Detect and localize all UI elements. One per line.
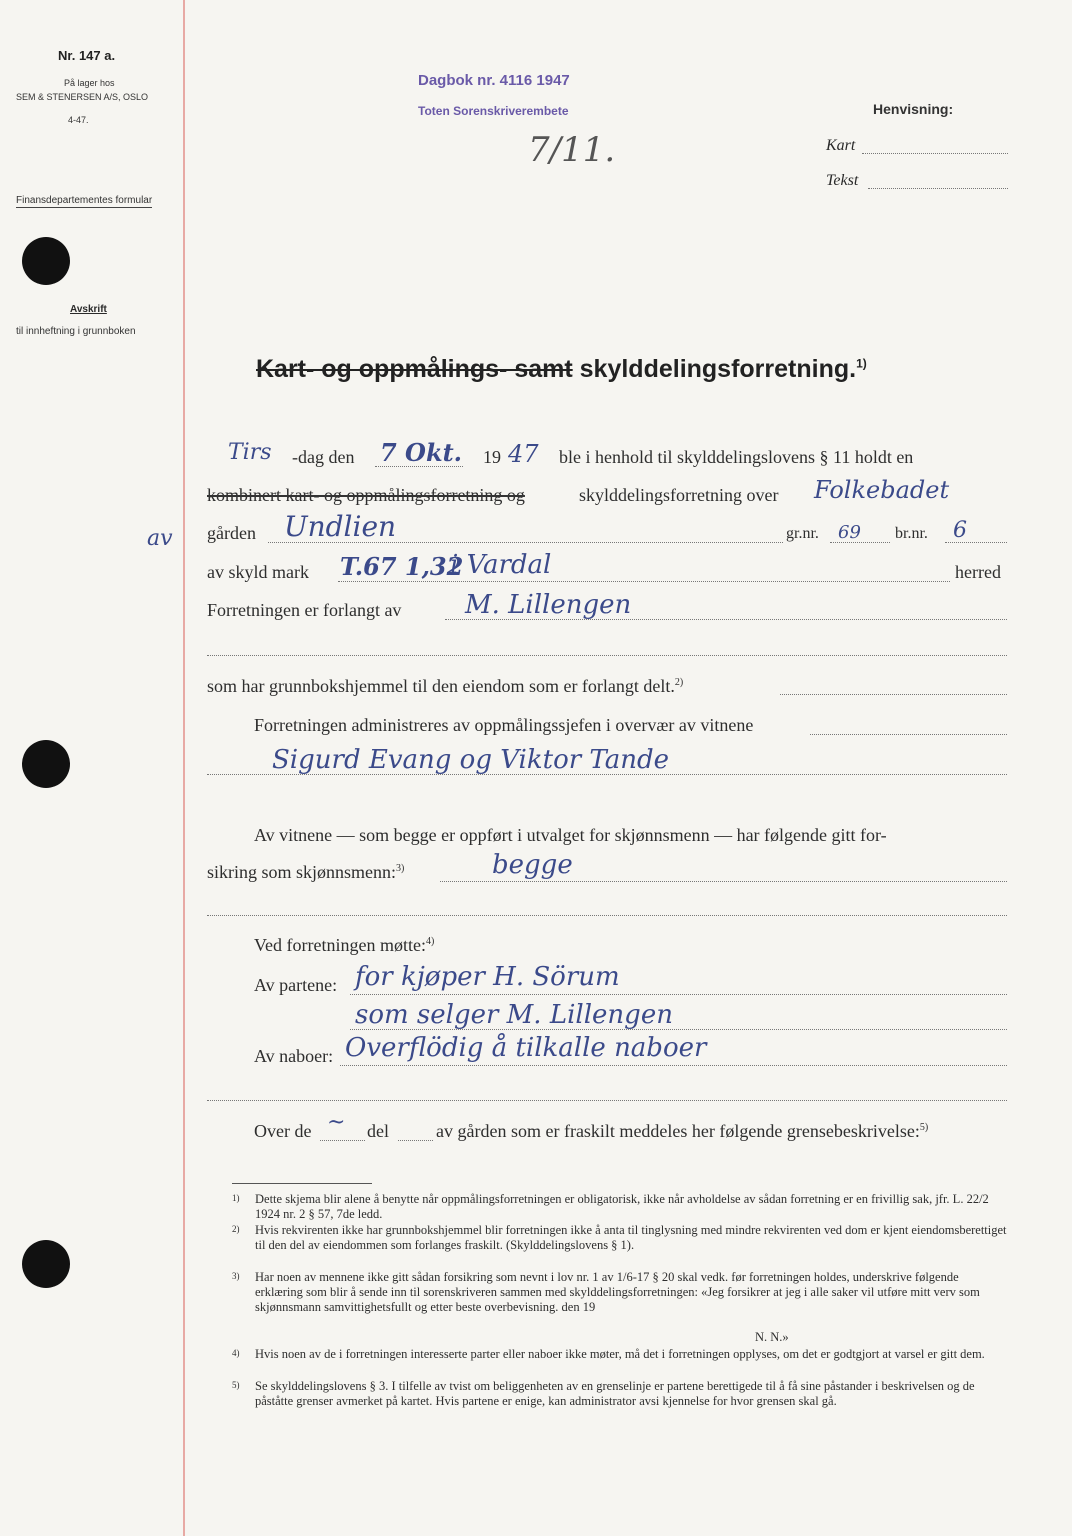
punch-hole-top — [22, 237, 70, 285]
hand-year: 47 — [508, 440, 539, 468]
publisher-line1: På lager hos — [64, 78, 115, 88]
footnote-1: Dette skjema blir alene å benytte når oppmålingsforretningen er obligatorisk, ikke når avholdelse av sådan forretning er en frivillig sak, jfr. L. 22/2 1924 nr. 2 § 57, 7de ledd. — [255, 1192, 989, 1221]
footnote-2: Hvis rekvirenten ikke har grunnbokshjemmel blir forretningen ikke å anta til tinglysning med mindre rekvirenten ved dom er kjent eiendomsberettiget til den del av eiendommen som forlanges fraskilt. (Skylddelingslovens § 1). — [255, 1223, 1007, 1252]
line15-text — [436, 1121, 928, 1142]
line12-label: Av partene: — [254, 975, 338, 995]
line1-dag-den: -dag den — [292, 447, 355, 467]
line2-struck: kombinert kart- og oppmålingsforretning og — [207, 485, 525, 505]
hand-both: begge — [492, 850, 573, 880]
hand-dash: ~ — [327, 1110, 346, 1135]
grnr-value: 69 — [838, 522, 861, 543]
grnr-label: gr.nr. — [786, 525, 819, 542]
line10-mark: 3) — [396, 863, 405, 874]
footnote-3-signature: N. N.» — [755, 1330, 789, 1344]
ministry-form-label: Finansdepartementes formular — [16, 195, 153, 206]
footnote-4: Hvis noen av de i forretningen interesserte parter eller naboer ikke møter, må det i forretningen opplyses, om det er godtgjort at varsel er gitt dem. — [255, 1347, 985, 1361]
line10-text — [207, 862, 404, 883]
hand-neighbours: Overflödig å tilkalle naboer — [345, 1033, 707, 1063]
line10-label: sikring som skjønnsmenn: — [207, 862, 397, 882]
hand-date: 7 Okt. — [380, 438, 463, 467]
line4-label: av skyld mark — [207, 562, 309, 582]
hand-skyld: T.67 1,32 — [340, 552, 464, 581]
line1-year-print: 19 — [483, 447, 501, 467]
footnote-1-num: 1) — [232, 1193, 240, 1203]
copy-label: Avskrift — [70, 304, 107, 315]
punch-hole-bottom — [22, 1240, 70, 1288]
title-footnote-mark: 1) — [856, 356, 867, 371]
print-date: 4-47. — [68, 115, 89, 125]
stamp-line1: Dagbok nr. 4116 1947 — [418, 72, 570, 89]
line11-mark: 4) — [425, 936, 435, 947]
line15-label: Over de — [254, 1121, 312, 1141]
reference-map-label: Kart — [826, 137, 856, 154]
reference-heading: Henvisning: — [873, 101, 954, 117]
copy-purpose: til innheftning i grunnboken — [16, 326, 136, 337]
brnr-label: br.nr. — [895, 525, 928, 542]
line7-text: Forretningen administreres av oppmålingssjefen i overvær av vitnene — [254, 715, 754, 735]
line15-mark: 5) — [919, 1122, 929, 1133]
line6-sentence: som har grunnbokshjemmel til den eiendom som er forlangt delt. — [207, 676, 675, 696]
hand-margin-note: av — [147, 526, 173, 551]
footnote-3-num: 3) — [232, 1271, 240, 1281]
line11-label: Ved forretningen møtte: — [254, 935, 426, 955]
punch-hole-middle — [22, 740, 70, 788]
hand-requester: M. Lillengen — [465, 590, 632, 620]
hand-weekday: Tirs — [228, 440, 272, 465]
line14-label: Av naboer: — [254, 1046, 334, 1066]
stamp-line2: Toten Sorenskriverembete — [418, 104, 569, 118]
hand-municipality: i Vardal — [450, 550, 552, 580]
title-struck-part: Kart- og oppmålings- samt — [256, 355, 573, 383]
document-title — [256, 355, 867, 384]
line9-text: Av vitnene — som begge er oppført i utvalget for skjønnsmenn — har følgende gitt for- — [254, 825, 887, 845]
title-main: skylddelingsforretning. — [579, 355, 857, 383]
publisher-line2: SEM & STENERSEN A/S, OSLO — [16, 92, 149, 102]
line3-garden: gården — [207, 523, 256, 543]
line6-text — [207, 676, 683, 697]
margin-rule — [183, 0, 185, 1536]
reference-text-label: Tekst — [826, 172, 859, 189]
footnote-5: Se skylddelingslovens § 3. I tilfelle av tvist om beliggenheten av en grenselinje er partene berettigede til å få sine påstander i beskrivelsen og de påståtte grenser avmerket på kartet. Hvis partene er enige, kan administrator avsi kjennelse for hvor grensen skal gå. — [255, 1379, 975, 1408]
hand-buyer: for kjøper H. Sörum — [355, 962, 620, 992]
line5-label: Forretningen er forlangt av — [207, 600, 402, 620]
line4-herred: herred — [955, 562, 1001, 582]
stamp-handwritten-date: 7/11. — [528, 130, 616, 170]
line1-text: ble i henhold til skylddelingslovens § 11 holdt en — [559, 447, 914, 467]
hand-property-name: Folkebadet — [814, 476, 950, 504]
footnote-2-num: 2) — [232, 1224, 240, 1234]
brnr-value: 6 — [953, 518, 967, 543]
hand-farm-name: Undlien — [284, 510, 397, 543]
hand-seller: som selger M. Lillengen — [355, 1000, 673, 1030]
footnote-4-num: 4) — [232, 1348, 240, 1358]
line2-text: skylddelingsforretning over — [579, 485, 779, 505]
line11-text — [254, 935, 434, 956]
line15-del: del — [367, 1121, 389, 1141]
form-number: Nr. 147 a. — [58, 48, 116, 63]
footnote-separator — [232, 1183, 372, 1184]
hand-witnesses: Sigurd Evang og Viktor Tande — [272, 745, 670, 775]
line6-mark: 2) — [674, 677, 684, 688]
footnote-5-num: 5) — [232, 1380, 240, 1390]
line15-sentence: av gården som er fraskilt meddeles her følgende grensebeskrivelse: — [436, 1121, 920, 1141]
footnote-3: Har noen av mennene ikke gitt sådan forsikring som nevnt i lov nr. 1 av 1/6-17 § 20 skal vedk. før forretningen holdes, underskrive følgende erklæring som blir å sende inn til sorenskriveren sammen med skylddelingsforretningen: «Jeg forsikrer at jeg i alle saker vil utføre mitt verv som skjønnsmann samvittighetsfullt og etter beste overbevisning. den 19 — [255, 1270, 980, 1314]
